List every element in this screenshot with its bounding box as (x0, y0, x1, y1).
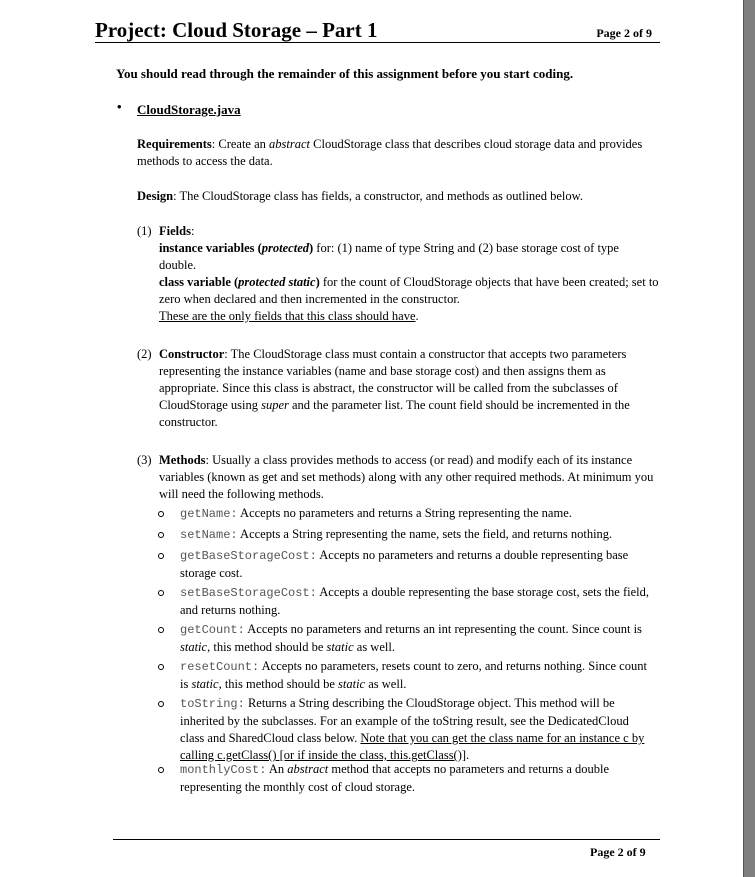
methods-number: (3) (137, 453, 152, 467)
method-desc: as well. (353, 640, 395, 654)
method-emphasis: static (180, 640, 208, 654)
requirements-paragraph (137, 136, 647, 170)
constructor-label: Constructor (159, 347, 225, 361)
cv-close: ) (315, 275, 320, 289)
constructor-number: (2) (137, 347, 152, 361)
method-code: monthlyCost: (180, 763, 267, 777)
circle-bullet-icon (158, 511, 164, 517)
circle-bullet-icon (158, 701, 164, 707)
intro-note: You should read through the remainder of this assignment before you start coding. (116, 66, 574, 81)
method-item-monthlycost (180, 761, 650, 796)
method-emphasis: abstract (287, 762, 329, 776)
bullet-icon: • (117, 99, 122, 114)
only-fields-note (159, 308, 659, 325)
method-desc: Accepts no parameters and returns a String representing the name. (237, 506, 572, 520)
design-text: : The CloudStorage class has fields, a constructor, and methods as outlined below. (173, 189, 583, 203)
filename-heading: CloudStorage.java (137, 102, 241, 117)
method-desc: method that accepts no parameters and returns a double representing the monthly cost of cloud storage. (180, 762, 610, 794)
method-desc: Accepts no parameters, resets count to zero, and returns nothing. Since count is (180, 659, 647, 691)
methods-text: : Usually a class provides methods to access (or read) and modify each of its instance variables (known as get and set methods) along with any other required methods. At minimum you will need the following methods. (159, 453, 654, 501)
iv-text: for: (1) name of type String and (2) base storage cost of type double. (159, 241, 619, 272)
footer-divider (113, 839, 660, 840)
page-number-top: Page 2 of 9 (596, 26, 652, 40)
circle-bullet-icon (158, 664, 164, 670)
method-code: getBaseStorageCost: (180, 549, 317, 563)
circle-bullet-icon (158, 553, 164, 559)
method-code: setBaseStorageCost: (180, 586, 317, 600)
method-desc-end: . (466, 748, 470, 762)
method-code: getName: (180, 507, 238, 521)
methods-label: Methods (159, 453, 206, 467)
class-variable-paragraph (159, 274, 659, 308)
circle-bullet-icon (158, 590, 164, 596)
method-desc: , this method should be (207, 640, 327, 654)
circle-bullet-icon (158, 532, 164, 538)
fields-label: Fields (159, 224, 191, 238)
requirements-text: : Create an (211, 137, 270, 151)
constructor-text-end: and the parameter list. The count field should be incremented in the constructor. (159, 398, 630, 429)
method-item-setname (180, 526, 660, 544)
cv-emphasis: protected static (238, 275, 316, 289)
method-item-getcount (180, 621, 650, 656)
method-item-getname (180, 505, 660, 523)
circle-bullet-icon (158, 627, 164, 633)
design-paragraph (137, 188, 647, 205)
method-desc: An (266, 762, 288, 776)
design-label: Design (137, 189, 174, 203)
cv-text: for the count of CloudStorage objects that have been created; set to zero when declared and then incremented in the constructor. (159, 275, 659, 306)
method-code: resetCount: (180, 660, 260, 674)
method-desc: Accepts a double representing the base storage cost, sets the field, and returns nothing. (180, 585, 650, 617)
methods-paragraph (159, 452, 659, 503)
method-item-getbasestoragecost (180, 547, 650, 582)
fields-colon: : (190, 224, 195, 238)
method-desc: Accepts a String representing the name, sets the field, and returns nothing. (237, 527, 613, 541)
method-desc: Accepts no parameters and returns a double representing base storage cost. (180, 548, 629, 580)
page-number-bottom: Page 2 of 9 (590, 845, 646, 859)
method-desc: , this method should be (218, 677, 339, 691)
method-emphasis: static (191, 677, 219, 691)
fields-section (159, 223, 659, 325)
method-emphasis: static (338, 677, 366, 691)
constructor-emphasis: super (261, 398, 289, 412)
method-note-underlined: Note that you can get the class name for an instance c by calling c.getClass() [or if inside the class, this.getClass()] (180, 731, 645, 762)
only-fields-end: . (415, 309, 419, 323)
iv-close: ) (309, 241, 314, 255)
method-desc: Returns a String describing the CloudStorage object. This method will be inherited by the subclasses. For an example of the toString result, see the DedicatedCloud class and SharedCloud class below. (180, 696, 629, 745)
method-item-tostring (180, 695, 655, 764)
requirements-emphasis: abstract (269, 137, 311, 151)
method-code: getCount: (180, 623, 245, 637)
method-item-setbasestoragecost (180, 584, 650, 619)
page-title: Project: Cloud Storage – Part 1 (95, 18, 378, 42)
method-item-resetcount (180, 658, 658, 693)
method-desc: as well. (365, 677, 407, 691)
requirements-label: Requirements (137, 137, 212, 151)
fields-number: (1) (137, 224, 152, 238)
page-header (95, 18, 660, 43)
requirements-text-end: CloudStorage class that describes cloud storage data and provides methods to access the data. (137, 137, 643, 168)
iv-label: instance variables ( (159, 241, 262, 255)
cv-label: class variable ( (159, 275, 239, 289)
method-desc: Accepts no parameters and returns an int representing the count. Since count is (244, 622, 642, 636)
circle-bullet-icon (158, 767, 164, 773)
only-fields-text: These are the only fields that this class should have (159, 309, 416, 323)
method-emphasis: static (326, 640, 354, 654)
method-code: toString: (180, 697, 245, 711)
iv-emphasis: protected (261, 241, 309, 255)
instance-variables-paragraph (159, 240, 659, 274)
constructor-text: : The CloudStorage class must contain a constructor that accepts two parameters representing the instance variables (name and base storage cost) and then assigns them as appropriate. Since this class is abstract, the constructor will be called from the subclasses of CloudStorage using (159, 347, 627, 412)
constructor-paragraph (159, 346, 654, 431)
method-code: setName: (180, 528, 238, 542)
